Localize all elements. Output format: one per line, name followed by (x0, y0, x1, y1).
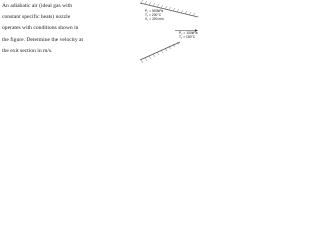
exit-conditions (179, 32, 197, 40)
problem-statement: An adiabatic air (ideal gas with constant specific heats) nozzle operates with conditions shown in the figure. Determine the velocity at the exit section in m/s. (2, 3, 84, 54)
inlet-conditions (145, 10, 164, 22)
inlet-temperature: T₁ = 200°C (145, 12, 162, 17)
nozzle-diagram (0, 0, 200, 63)
exit-pressure: P₂ = 100kPa (179, 31, 198, 35)
inlet-pressure: P₁ = 500kPa (145, 9, 164, 13)
nozzle-lower-wall (140, 42, 180, 60)
inlet-velocity: V₁ = 200 m/s (145, 16, 164, 21)
exit-temperature: T₂ = 150°C (179, 34, 196, 39)
